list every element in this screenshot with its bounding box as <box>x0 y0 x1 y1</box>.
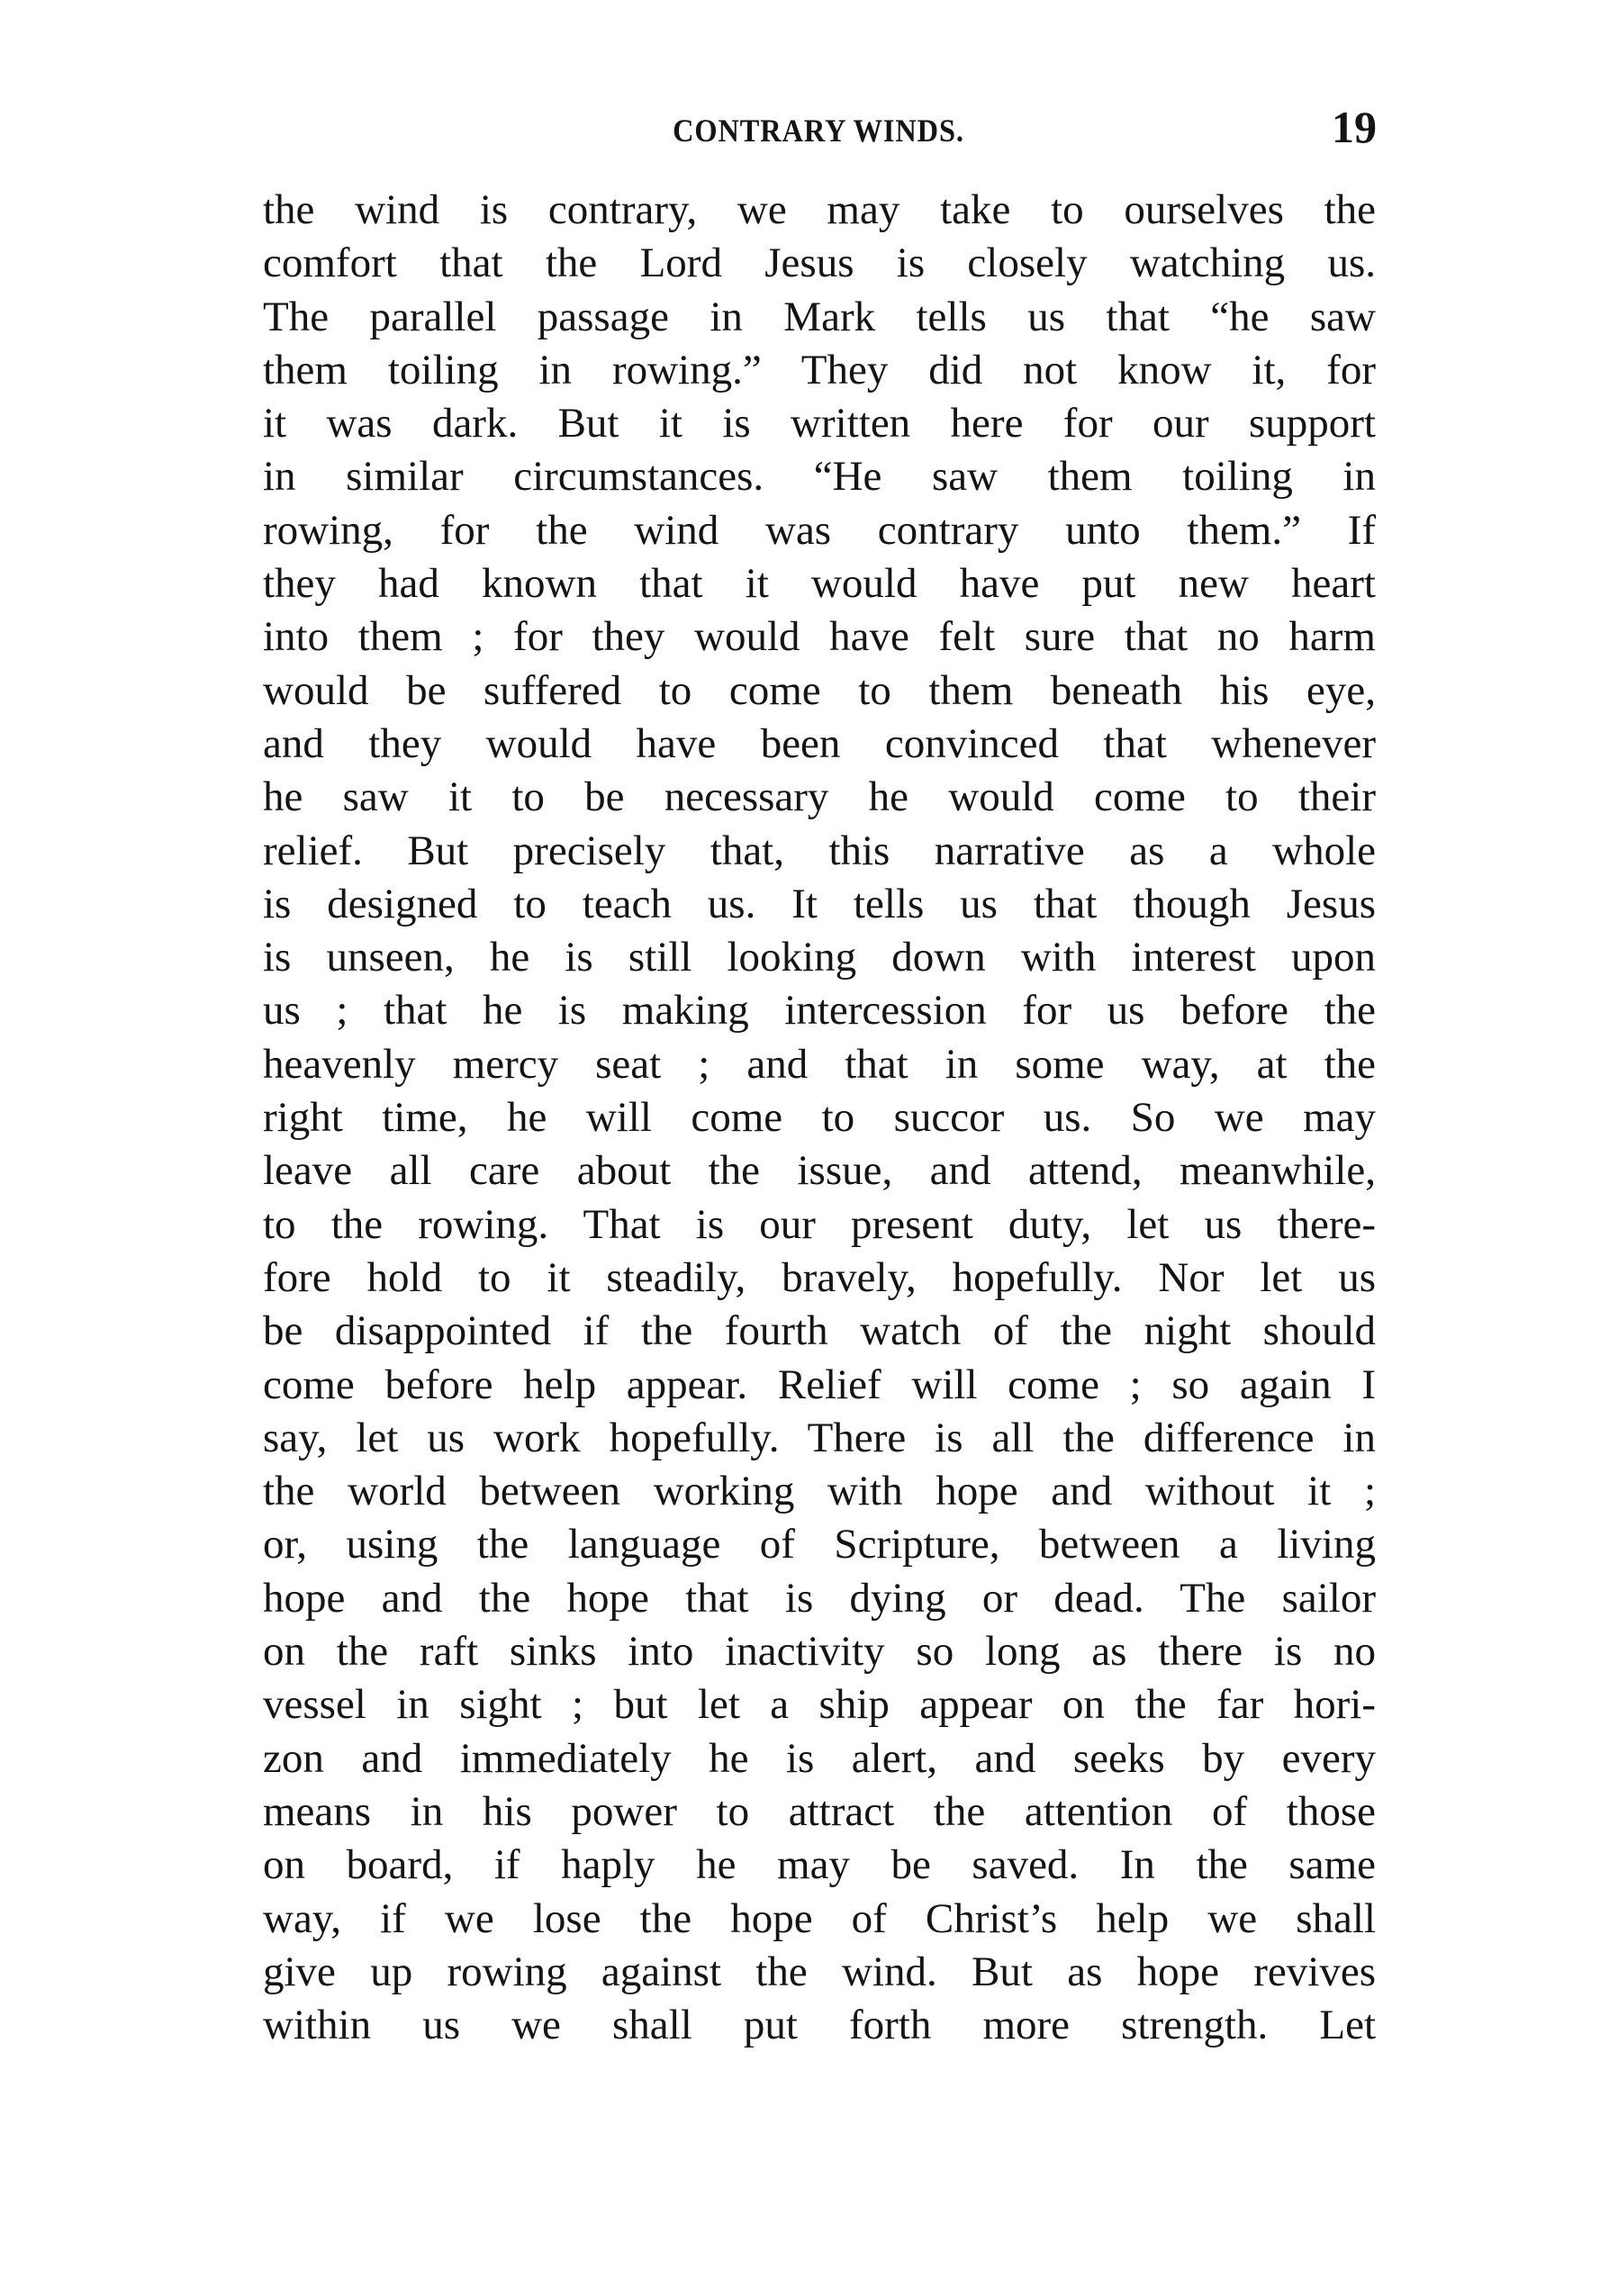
text-line: zon and immediately he is alert, and seeks by every <box>263 1734 1376 1782</box>
text-line: he saw it to be necessary he would come to their <box>263 773 1376 821</box>
text-line: the wind is contrary, we may take to ourselves the <box>263 186 1376 233</box>
text-line: rowing, for the wind was contrary unto them.” If <box>263 506 1376 554</box>
text-line: be disappointed if the fourth watch of the night should <box>263 1307 1376 1355</box>
text-line: in similar circumstances. “He saw them toiling in <box>263 453 1376 501</box>
text-line: hope and the hope that is dying or dead. The sailor <box>263 1574 1376 1622</box>
text-line: leave all care about the issue, and attend, meanwhile, <box>263 1147 1376 1195</box>
text-line: way, if we lose the hope of Christ’s help we shall <box>263 1894 1376 1942</box>
text-line: on board, if haply he may be saved. In the same <box>263 1841 1376 1889</box>
page-number: 19 <box>1332 102 1377 152</box>
text-line: us ; that he is making intercession for us before the <box>263 987 1376 1035</box>
text-line: means in his power to attract the attention of those <box>263 1787 1376 1835</box>
running-head <box>260 102 1377 160</box>
text-line: or, using the language of Scripture, between a living <box>263 1521 1376 1568</box>
text-line: heavenly mercy seat ; and that in some way, at the <box>263 1040 1376 1088</box>
text-line: the world between working with hope and without it ; <box>263 1468 1376 1515</box>
text-line: relief. But precisely that, this narrative as a whole <box>263 827 1376 874</box>
text-line: say, let us work hopefully. There is all the difference in <box>263 1414 1376 1461</box>
text-line: within us we shall put forth more strength. Let <box>263 2002 1376 2049</box>
text-line: and they would have been convinced that whenever <box>263 719 1376 767</box>
text-line: they had known that it would have put new heart <box>263 560 1376 608</box>
text-line: right time, he will come to succor us. So we may <box>263 1094 1376 1142</box>
text-line: them toiling in rowing.” They did not know it, for <box>263 346 1376 393</box>
text-line: to the rowing. That is our present duty, let us there- <box>263 1200 1376 1248</box>
text-line: is designed to teach us. It tells us that though Jesus <box>263 880 1376 927</box>
text-line: fore hold to it steadily, bravely, hopefully. Nor let us <box>263 1253 1376 1301</box>
text-line: it was dark. But it is written here for our support <box>263 400 1376 447</box>
text-line: give up rowing against the wind. But as hope revives <box>263 1948 1376 1995</box>
text-line: would be suffered to come to them beneath his eye, <box>263 666 1376 714</box>
text-line: comfort that the Lord Jesus is closely watching us. <box>263 240 1376 287</box>
text-line: is unseen, he is still looking down with interest upon <box>263 934 1376 981</box>
text-line: on the raft sinks into inactivity so long as there is no <box>263 1628 1376 1676</box>
text-line: into them ; for they would have felt sure that no harm <box>263 613 1376 661</box>
body-text <box>263 184 1376 2052</box>
text-line: vessel in sight ; but let a ship appear on the far hori- <box>263 1681 1376 1729</box>
text-line: come before help appear. Relief will come ; so again I <box>263 1360 1376 1408</box>
text-line: The parallel passage in Mark tells us that “he saw <box>263 293 1376 340</box>
running-title: CONTRARY WINDS. <box>673 113 964 149</box>
